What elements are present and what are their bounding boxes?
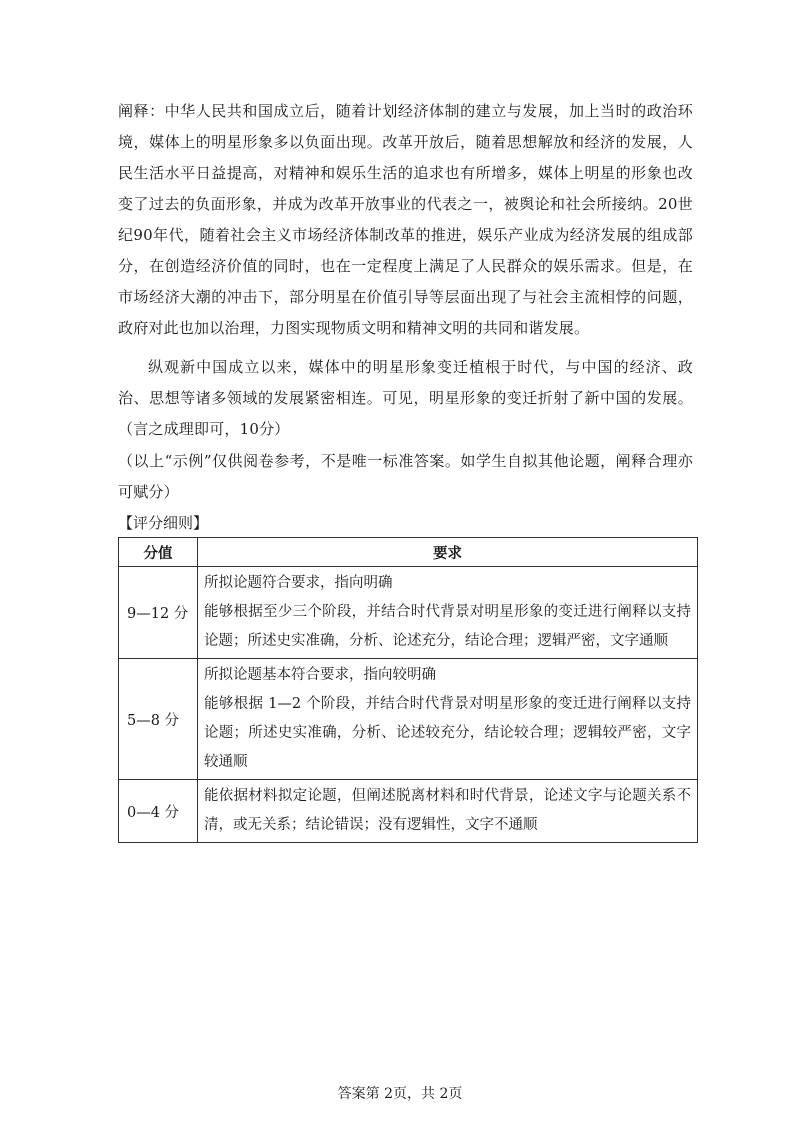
rubric-row xyxy=(119,567,698,659)
explanation-paragraph: 阐释：中华人民共和国成立后，随着计划经济体制的建立与发展，加上当时的政治环境，媒体上的明星形象多以负面出现。改革开放后，随着思想解放和经济的发展，人民生活水平日益提高，对精神和娱乐生活的追求也有所增多，媒体上明星的形象也改变了过去的负面形象，并成为改革开放事业的代表之一，被舆论和社会所接纳。20世纪90年代，随着社会主义市场经济体制改革的推进，娱乐产业成为经济发展的组成部分，在创造经济价值的同时，也在一定程度上满足了人民群众的娱乐需求。但是，在市场经济大潮的冲击下，部分明星在价值引导等层面出现了与社会主流相悖的问题，政府对此也加以治理，力图实现物质文明和精神文明的共同和谐发展。 xyxy=(118,102,693,337)
requirement-cell xyxy=(198,567,698,659)
rubric-table xyxy=(118,537,698,843)
requirement-line: 能够根据至少三个阶段，并结合时代背景对明星形象的变迁进行阐释以支持论题；所述史实准确，分析、论述充分，结论合理；逻辑严密，文字通顺 xyxy=(204,604,691,649)
requirement-column-header: 要求 xyxy=(198,538,698,567)
score-range: 5—8 分 xyxy=(119,659,198,780)
page-footer: 答案第 2页，共 2页 xyxy=(337,1086,463,1102)
requirement-cell xyxy=(198,659,698,780)
rubric-heading: 【评分细则】 xyxy=(118,514,209,532)
requirement-line: 所拟论题基本符合要求，指向较明确 xyxy=(204,667,436,683)
requirement-cell xyxy=(198,780,698,843)
grading-note: （以上“示例”仅供阅卷参考，不是唯一标准答案。如学生自拟其他论题，阐释合理亦可赋分） xyxy=(118,452,693,501)
requirement-line: 能够根据 1—2 个阶段，并结合时代背景对明星形象的变迁进行阐释以支持论题；所述史实准确，分析、论述较充分，结论较合理；逻辑较严密，文字较通顺 xyxy=(204,696,691,770)
rubric-row xyxy=(119,659,698,780)
rubric-row xyxy=(119,780,698,843)
rubric-header-row xyxy=(119,538,698,567)
requirement-line: 所拟论题符合要求，指向明确 xyxy=(204,575,393,591)
conclusion-paragraph: 纵观新中国成立以来，媒体中的明星形象变迁植根于时代，与中国的经济、政治、思想等诸多领域的发展紧密相连。可见，明星形象的变迁折射了新中国的发展。（言之成理即可，10分） xyxy=(118,358,693,438)
score-column-header: 分值 xyxy=(119,538,198,567)
requirement-line: 能依据材料拟定论题，但阐述脱离材料和时代背景，论述文字与论题关系不清，或无关系；结论错误；没有逻辑性，文字不通顺 xyxy=(204,788,691,833)
score-range: 9—12 分 xyxy=(119,567,198,659)
score-range: 0—4 分 xyxy=(119,780,198,843)
